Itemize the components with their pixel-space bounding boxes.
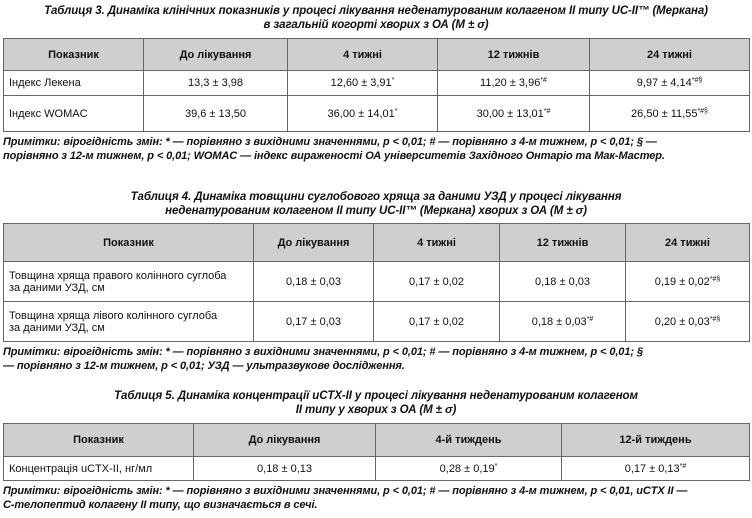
table3-row2-4w bbox=[288, 96, 438, 132]
significance-mark: *# bbox=[586, 315, 594, 323]
table3-note-line1: Примітки: вірогідність змін: * — порівняно з вихідними значеннями, p < 0,01; # — порівняно з 4-м тижнем, p < 0,01; § — bbox=[3, 136, 657, 148]
table5-header-indicator: Показник bbox=[4, 424, 194, 457]
table4-header-before: До лікування bbox=[254, 224, 374, 262]
table4-caption bbox=[0, 190, 752, 218]
table3-header-row bbox=[4, 39, 750, 71]
table5-note-line1: Примітки: вірогідність змін: * — порівняно з вихідними значеннями, p < 0,01; # — порівняно з 4-м тижнем, p < 0,01, uCTX II — bbox=[3, 485, 688, 497]
table4-row2-24w bbox=[626, 302, 750, 342]
table3-row2-12w bbox=[438, 96, 590, 132]
table5-row1-before: 0,18 ± 0,13 bbox=[194, 457, 376, 481]
row-name-line1: Товщина хряща лівого колінного суглоба bbox=[9, 309, 218, 322]
value: 0,20 ± 0,03 bbox=[654, 315, 710, 328]
significance-mark: *#§ bbox=[709, 315, 721, 323]
table4-header-24w: 24 тижні bbox=[626, 224, 750, 262]
table-row bbox=[4, 302, 750, 342]
significance-mark: * bbox=[494, 462, 498, 470]
table5-row1-4w bbox=[376, 457, 562, 481]
table5 bbox=[3, 423, 750, 481]
value: 0,28 ± 0,19 bbox=[439, 462, 495, 475]
row-name-line1: Товщина хряща правого колінного суглоба bbox=[9, 269, 227, 282]
table3-header-12w: 12 тижнів bbox=[438, 39, 590, 71]
table4-note-line2: — порівняно з 12-м тижнем, p < 0,01; УЗД — ультразвукове дослідження. bbox=[3, 360, 405, 372]
value: 0,17 ± 0,02 bbox=[409, 315, 464, 328]
significance-mark: * bbox=[391, 77, 395, 84]
table3-row2-24w bbox=[590, 96, 750, 132]
table5-row1-name: Концентрація uCTX-II, нг/мл bbox=[4, 457, 194, 481]
table3-header-before: До лікування bbox=[144, 39, 288, 71]
value: 30,00 ± 13,01 bbox=[476, 107, 544, 120]
significance-mark: *# bbox=[540, 77, 547, 84]
table4-notes bbox=[3, 345, 749, 373]
table-row bbox=[4, 71, 750, 96]
significance-mark: * bbox=[394, 107, 398, 115]
table4-note-line1: Примітки: вірогідність змін: * — порівняно з вихідними значеннями, p < 0,01; # — порівняно з 4-м тижнем, p < 0,01; § bbox=[3, 346, 643, 358]
table4 bbox=[3, 223, 750, 342]
table3-note-line2: порівняно з 12-м тижнем, p < 0,01; WOMAC — індекс вираженості ОА університетів Західного Онтаріо та Мак-Мастер. bbox=[3, 150, 665, 162]
table-row bbox=[4, 96, 750, 132]
table4-row1-24w bbox=[626, 262, 750, 302]
table5-header-row bbox=[4, 424, 750, 457]
table4-caption-line1: Таблиця 4. Динаміка товщини суглобового хряща за даними УЗД у процесі лікування bbox=[130, 191, 622, 203]
table4-header-4w: 4 тижні bbox=[374, 224, 500, 262]
table5-header-before: До лікування bbox=[194, 424, 376, 457]
significance-mark: *#§ bbox=[691, 77, 703, 84]
table3-row1-before: 13,3 ± 3,98 bbox=[144, 71, 288, 96]
value: 0,17 ± 0,02 bbox=[409, 275, 464, 288]
table4-header-row bbox=[4, 224, 750, 262]
row-name-line2: за даними УЗД, см bbox=[9, 321, 105, 334]
table3-row2-before: 39,6 ± 13,50 bbox=[144, 96, 288, 132]
table5-header-4w: 4-й тиждень bbox=[376, 424, 562, 457]
table-row bbox=[4, 457, 750, 481]
table4-row1-before: 0,18 ± 0,03 bbox=[254, 262, 374, 302]
table3-caption bbox=[0, 4, 752, 32]
table4-caption-line2: неденатурованим колагеном II типу UC-II™ (Меркана) хворих з ОА (M ± σ) bbox=[165, 205, 587, 217]
value: 26,50 ± 11,55 bbox=[631, 107, 698, 120]
value: 36,00 ± 14,01 bbox=[327, 107, 395, 120]
table5-row1-12w bbox=[562, 457, 750, 481]
table5-note-line2: С-телопептид колагену II типу, що визначається в сечі. bbox=[3, 499, 318, 511]
value: 9,97 ± 4,14 bbox=[636, 77, 692, 89]
table3-caption-line1: Таблиця 3. Динаміка клінічних показників у процесі лікування неденатурованим колагеном II типу UC-II™ (Меркана) bbox=[44, 5, 708, 17]
value: 11,20 ± 3,96 bbox=[480, 77, 541, 89]
table4-row1-name bbox=[4, 262, 254, 302]
significance-mark: *# bbox=[679, 462, 687, 470]
table3-caption-line2: в загальній когорті хворих з ОА (M ± σ) bbox=[263, 19, 489, 31]
table3-row1-name: Індекс Лекена bbox=[4, 71, 144, 96]
table5-caption bbox=[0, 389, 752, 417]
table4-row1-12w bbox=[500, 262, 626, 302]
table4-header-12w: 12 тижнів bbox=[500, 224, 626, 262]
table-row bbox=[4, 262, 750, 302]
table3-header-24w: 24 тижні bbox=[590, 39, 750, 71]
significance-mark: *# bbox=[543, 107, 551, 115]
table3-notes bbox=[3, 135, 749, 163]
table4-row2-before: 0,17 ± 0,03 bbox=[254, 302, 374, 342]
table4-row2-4w bbox=[374, 302, 500, 342]
table3-row2-name: Індекс WOMAC bbox=[4, 96, 144, 132]
table3-header-indicator: Показник bbox=[4, 39, 144, 71]
table5-header-12w: 12-й тиждень bbox=[562, 424, 750, 457]
table5-notes bbox=[3, 484, 749, 512]
table5-caption-line1: Таблиця 5. Динаміка концентрації uCTX-II у процесі лікування неденатурованим колагеном bbox=[114, 390, 638, 402]
row-name-line2: за даними УЗД, см bbox=[9, 281, 105, 294]
table4-row1-4w bbox=[374, 262, 500, 302]
table3-header-4w: 4 тижні bbox=[288, 39, 438, 71]
table4-row2-12w bbox=[500, 302, 626, 342]
table3-row1-24w bbox=[590, 71, 750, 96]
table3-row1-4w bbox=[288, 71, 438, 96]
table3-row1-12w bbox=[438, 71, 590, 96]
table4-row2-name bbox=[4, 302, 254, 342]
value: 0,19 ± 0,02 bbox=[654, 275, 710, 288]
significance-mark: *#§ bbox=[709, 275, 721, 283]
significance-mark: *#§ bbox=[697, 107, 708, 115]
table5-caption-line2: II типу у хворих з ОА (M ± σ) bbox=[295, 404, 457, 416]
value: 0,18 ± 0,03 bbox=[535, 275, 590, 288]
value: 0,18 ± 0,03 bbox=[531, 315, 587, 328]
table4-header-indicator: Показник bbox=[4, 224, 254, 262]
value: 0,17 ± 0,13 bbox=[624, 462, 680, 475]
table3 bbox=[3, 38, 750, 132]
value: 12,60 ± 3,91 bbox=[330, 77, 392, 89]
